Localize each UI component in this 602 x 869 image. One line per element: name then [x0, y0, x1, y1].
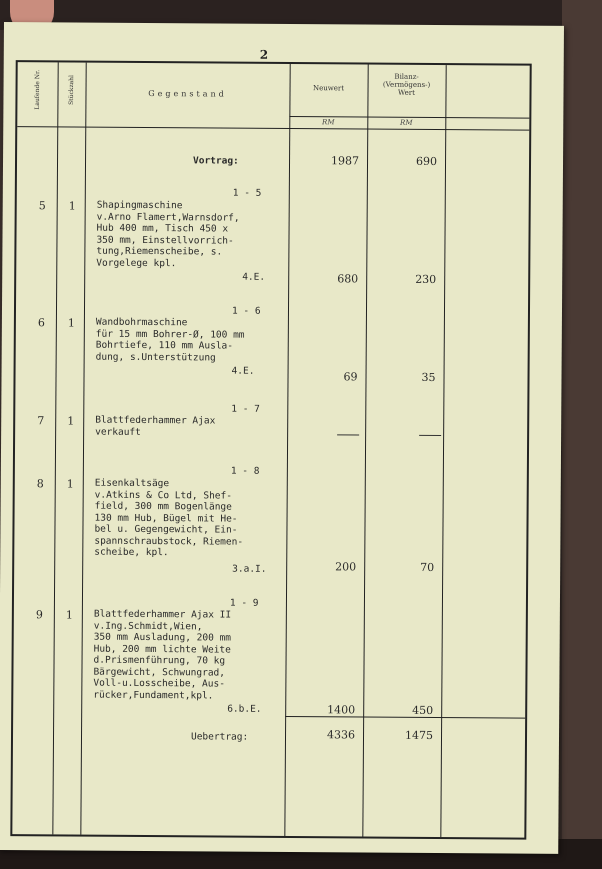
header-rm-neuwert: RM [322, 118, 335, 127]
item-reference: 6.b.E. [227, 703, 262, 715]
item-bilanz: 450 [412, 703, 434, 718]
item-code: 1 - 5 [232, 187, 262, 199]
col-divider [284, 64, 290, 836]
item-neuwert: 200 [335, 560, 357, 574]
item-reference: 4.E. [231, 365, 255, 377]
header-bilanz: Bilanz- (Vermögens-) Wert [382, 72, 431, 97]
header-laufende: Laufende Nr. [33, 69, 42, 110]
header-bottom-line [17, 126, 529, 131]
sum-line [285, 716, 525, 719]
item-neuwert: 69 [343, 370, 358, 384]
header-neuwert: Neuwert [312, 84, 345, 93]
item-neuwert: 1400 [327, 703, 356, 717]
item-bilanz: 230 [415, 272, 437, 287]
header-stueckzahl: Stückzahl [67, 74, 76, 105]
item-number: 7 [37, 414, 45, 428]
ledger-grid [10, 60, 531, 840]
item-description: Wandbohrmaschine für 15 mm Bohrer-Ø, 100 mm Bohrtiefe, 110 mm Ausla- dung, s.Unterstützung [95, 316, 245, 363]
empty-value-dash [337, 434, 359, 435]
carry-in-neuwert: 1987 [330, 154, 360, 168]
item-bilanz: 70 [420, 560, 435, 575]
item-number: 6 [37, 316, 45, 330]
carry-in-bilanz: 690 [415, 154, 438, 169]
item-code: 1 - 6 [231, 305, 261, 317]
item-neuwert: 680 [337, 272, 359, 286]
carry-out-bilanz: 1475 [404, 728, 434, 743]
background-right [562, 0, 602, 869]
col-divider [362, 65, 368, 837]
carry-out-label: Uebertrag: [190, 731, 249, 743]
carry-out-neuwert: 4336 [326, 728, 356, 742]
item-quantity: 1 [67, 414, 75, 428]
item-bilanz: 35 [421, 370, 436, 385]
ledger-page [0, 22, 564, 854]
item-code: 1 - 8 [230, 465, 260, 477]
item-number: 8 [36, 477, 44, 491]
header-gegenstand: Gegenstand [148, 89, 227, 99]
col-divider [440, 65, 446, 837]
item-description: Blattfederhammer Ajax verkauft [95, 414, 216, 438]
header-rm-bilanz: RM [400, 118, 413, 127]
item-quantity: 1 [67, 316, 75, 330]
empty-value-dash [419, 435, 441, 436]
item-quantity: 1 [66, 477, 74, 491]
item-number: 5 [38, 199, 46, 213]
col-divider [80, 63, 86, 835]
item-number: 9 [35, 608, 43, 622]
item-code: 1 - 7 [231, 403, 260, 415]
item-quantity: 1 [68, 199, 76, 213]
item-description: Eisenkaltsäge v.Atkins & Co Ltd, Shef- field, 300 mm Bogenlänge 130 mm Hub, Bügel mit He- bel u. Gegengewicht, Ein- spannschraubstock, Riemen- scheibe, kpl. [94, 477, 244, 559]
col-divider [52, 62, 58, 834]
item-description: Shapingmaschine v.Arno Flamert,Warnsdorf, Hub 400 mm, Tisch 450 x 350 mm, Einstellvorrich- tung,Riemenscheibe, s. Vorgelege kpl. [96, 199, 240, 269]
item-reference: 4.E. [242, 271, 266, 283]
item-quantity: 1 [65, 608, 73, 622]
item-code: 1 - 9 [229, 597, 259, 609]
item-reference: 3.a.I. [232, 563, 267, 575]
carry-in-label: Vortrag: [192, 155, 239, 167]
item-description: Blattfederhammer Ajax II v.Ing.Schmidt,Wien, 350 mm Ausladung, 200 mm Hub, 200 mm lichte Weite d.Prismenführung, 70 kg Bärgewicht, Schwungrad, Voll-u.Losscheibe, Aus- rücker,Fundament,kpl. [93, 608, 232, 701]
page-number: 2 [259, 47, 269, 62]
